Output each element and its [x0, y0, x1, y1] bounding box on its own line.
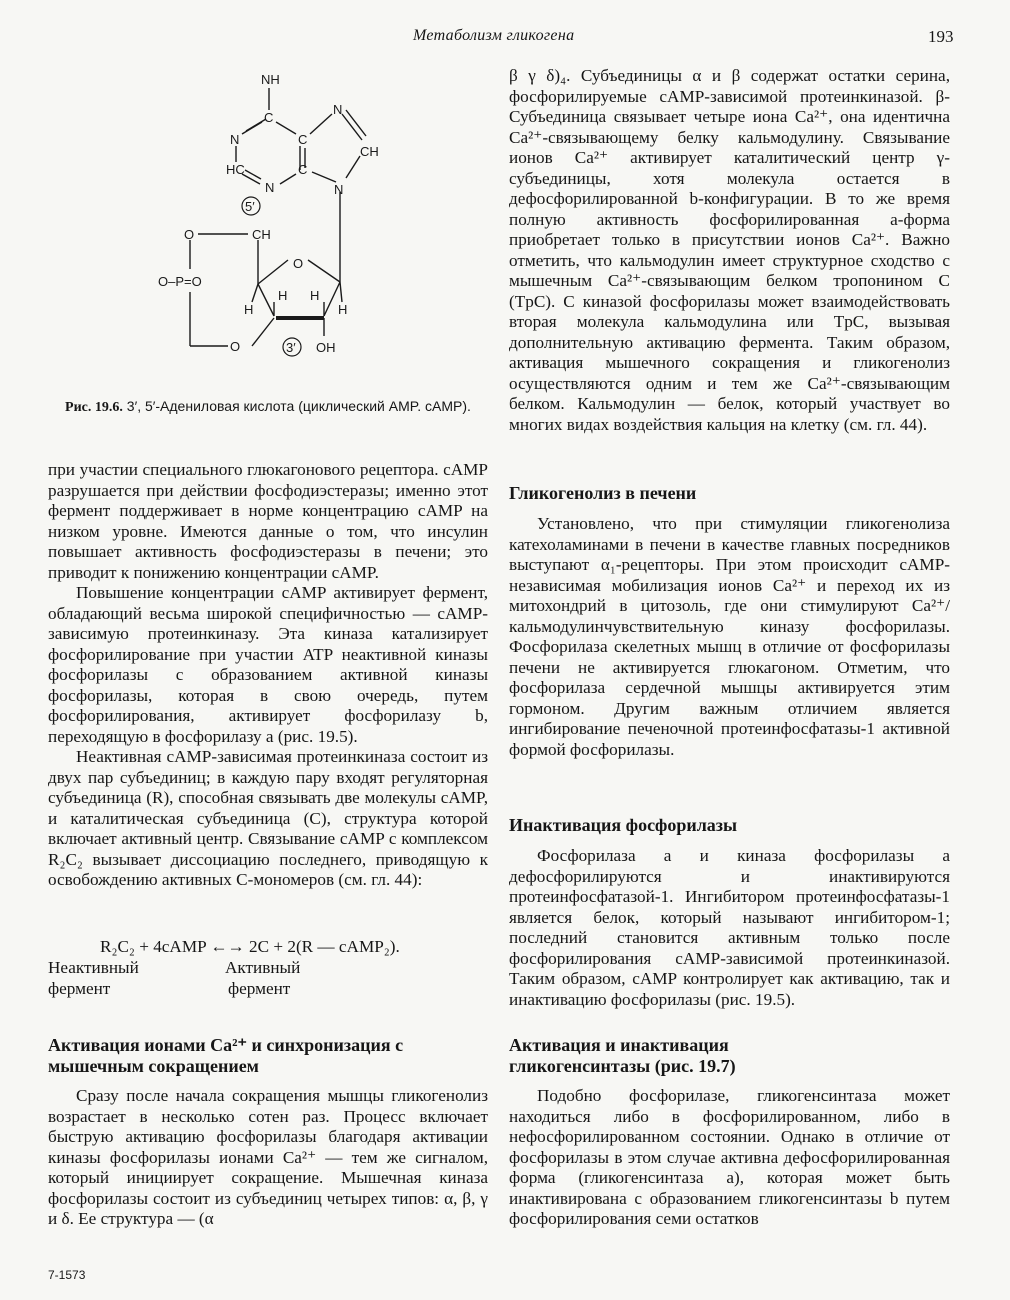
section-heading-ca-activation: Активация ионами Ca²⁺ и синхронизация с мышечным сокращением [48, 1035, 404, 1076]
caption-label: Рис. 19.6. [65, 400, 123, 415]
atom-c-top: C [264, 110, 274, 125]
left-column-bottom [48, 1086, 488, 1230]
right-paragraph-2: Установлено, что при стимуляции гликогенолиза катехоламинами в печени в качестве главных посредников выступают α₁-рецепторы. При этом происходит cAMP-независимая мобилизация ионов Ca²⁺ и переход их из митохондрий в цитозоль, где они стимулируют Ca²⁺/кальмодулинчувствительную киназу фосфорилазы. Фосфорилаза скелетных мышц в отличие от фосфорилазы печени не активируется глюкагоном. Отметим, что фосфорилаза сердечной мышцы активируется этим гормоном. Другим важным отличием является ингибирование печеночной протеинфосфатазы-1 активной формой фосфорилазы. [509, 514, 950, 759]
atom-n3: N [265, 180, 275, 195]
atom-h2: H [310, 288, 320, 303]
left-paragraph-3: Неактивная cAMP-зависимая протеинкиназа состоит из двух пар субъединиц; в каждую пару входят регуляторная субъединица (R), способная связывать две молекулы cAMP, и каталитическая субъединица (C), структура которой включает активный центр. Связывание cAMP с комплексом R₂C₂ вызывает диссоциацию последнего, приводящую к освобождению активных C-мономеров (см. гл. 44): [48, 747, 488, 889]
camp-structure-figure [140, 64, 400, 364]
right-paragraph-4: Подобно фосфорилазе, гликогенсинтаза может находиться либо в фосфорилированном, либо в нефосфорилированном состоянии. Однако в отличие от фосфорилазы в этом случае активна дефосфорилированная форма (гликогенсинтаза a), которая может быть инактивирована с образованием гликогенсинтазы b путем фосфорилирования семи остатков [509, 1086, 950, 1228]
left-paragraph-1: при участии специального глюкагонового рецептора. cAMP разрушается при действии фосфодиэстеразы; именно этот фермент поддерживает в норме концентрацию cAMP на низком уровне. Имеются данные о том, что инсулин повышает активность фосфодиэстеразы в печени; это приводит к понижению концентрации cAMP. [48, 460, 488, 582]
atom-o-bottom: O [230, 339, 241, 354]
label-5-prime: 5′ [245, 199, 255, 214]
section-heading-synthase-line-2: гликогенсинтазы (рис. 19.7) [509, 1056, 736, 1076]
atom-ch: CH [252, 227, 271, 242]
atom-o-ring: O [293, 256, 304, 271]
section-heading-phosphorylase-inactivation: Инактивация фосфорилазы [509, 815, 738, 835]
camp-structure-svg [140, 64, 400, 364]
caption-text: 3′, 5′-Адениловая кислота (циклический AMP. cAMP). [126, 398, 471, 414]
atom-ch8: CH [360, 144, 379, 159]
equation-label-inactive-1: Неактивный [48, 958, 139, 977]
atom-hc: HC [226, 162, 245, 177]
atom-phosphate: O–P=O [158, 274, 202, 289]
running-title: Метаболизм гликогена [413, 27, 575, 44]
right-paragraph-1: β γ δ)₄. Субъединицы α и β содержат остатки серина, фосфорилируемые cAMP-зависимой протеинкиназой. β-Субъединица связывает четыре иона Ca²⁺, она идентична Ca²⁺-связывающему белку кальмодулину. Связывание ионов Ca²⁺ активирует каталитический центр γ-субъединицы, хотя молекула остается в дефосфорилированной b-конфигурации. В то же время полную активность фосфорилированная a-форма приобретает только в присутствии ионов Ca²⁺. Важно отметить, что кальмодулин имеет структурное сходство с мышечным Ca²⁺-связывающим белком тропонином C (TpC). С киназой фосфорилазы может взаимодействовать вторая молекула кальмодулина или TpC, вызывая дополнительную активацию фермента. Таким образом, активация мышечного сокращения и гликогенолиз осуществляются одним и тем же Ca²⁺-связывающим белком. Кальмодулин — белок, который участвует во многих видах воздействия кальция на клетку (см. гл. 44). [509, 66, 950, 434]
label-3-prime: 3′ [286, 340, 296, 355]
page-header [0, 27, 1010, 51]
section-heading-synthase-line-1: Активация и инактивация [509, 1035, 729, 1055]
figure-caption [48, 397, 488, 417]
atom-n7: N [333, 102, 343, 117]
equation-label-active-2: фермент [228, 979, 291, 998]
atom-h4: H [338, 302, 348, 317]
atom-h3: H [244, 302, 254, 317]
atom-h1: H [278, 288, 288, 303]
left-column-top [48, 460, 488, 891]
atom-o-left: O [184, 227, 195, 242]
atom-oh: OH [316, 340, 336, 355]
left-paragraph-4: Сразу после начала сокращения мышцы гликогенолиз возрастает в несколько сотен раз. Процесс включает быструю активацию фосфорилазы благодаря активации киназы фосфорилазы ионами Ca²⁺ — тем же сигналом, который инициирует сокращение. Мышечная киназа фосфорилазы состоит из субъединиц четырех типов: α, β, γ и δ. Ее структура — (α [48, 1086, 488, 1228]
section-heading-liver-glycogenolysis: Гликогенолиз в печени [509, 483, 697, 503]
atom-nh: NH [261, 72, 280, 87]
right-block-liver [509, 514, 950, 760]
atom-c-bot: C [298, 162, 308, 177]
equation-label-active-1: Активный [225, 958, 301, 977]
equation: R₂C₂ + 4cAMP ←→ 2C + 2(R — cAMP₂). [100, 937, 400, 956]
right-block-synthase [509, 1086, 950, 1230]
atom-n1: N [230, 132, 240, 147]
page-number: 193 [928, 27, 954, 46]
equation-label-inactive-2: фермент [48, 979, 111, 998]
printer-signature: 7-1573 [48, 1268, 86, 1282]
atom-c-mid: C [298, 132, 308, 147]
right-block-inactivation [509, 846, 950, 1010]
right-paragraph-3: Фосфорилаза a и киназа фосфорилазы a дефосфорилируются и инактивируются протеинфосфатазой-1. Ингибитором протеинфосфатазы-1 является белок, который называют ингибитором-1; последний становится активным только после фосфорилирования cAMP-зависимой протеинкиназой. Таким образом, cAMP контролирует как активацию, так и инактивацию фосфорилазы (рис. 19.5). [509, 846, 950, 1009]
left-paragraph-2: Повышение концентрации cAMP активирует фермент, обладающий весьма широкой специфичностью — cAMP-зависимую протеинкиназу. Эта киназа катализирует фосфорилирование при участии ATP неактивной киназы фосфорилазы с образованием активной киназы фосфорилазы, которая в свою очередь, путем фосфорилирования, активирует фосфорилазу b, переходящую в фосфорилазу a (рис. 19.5). [48, 583, 488, 746]
right-column-top [509, 66, 950, 435]
atom-n9: N [334, 182, 344, 197]
